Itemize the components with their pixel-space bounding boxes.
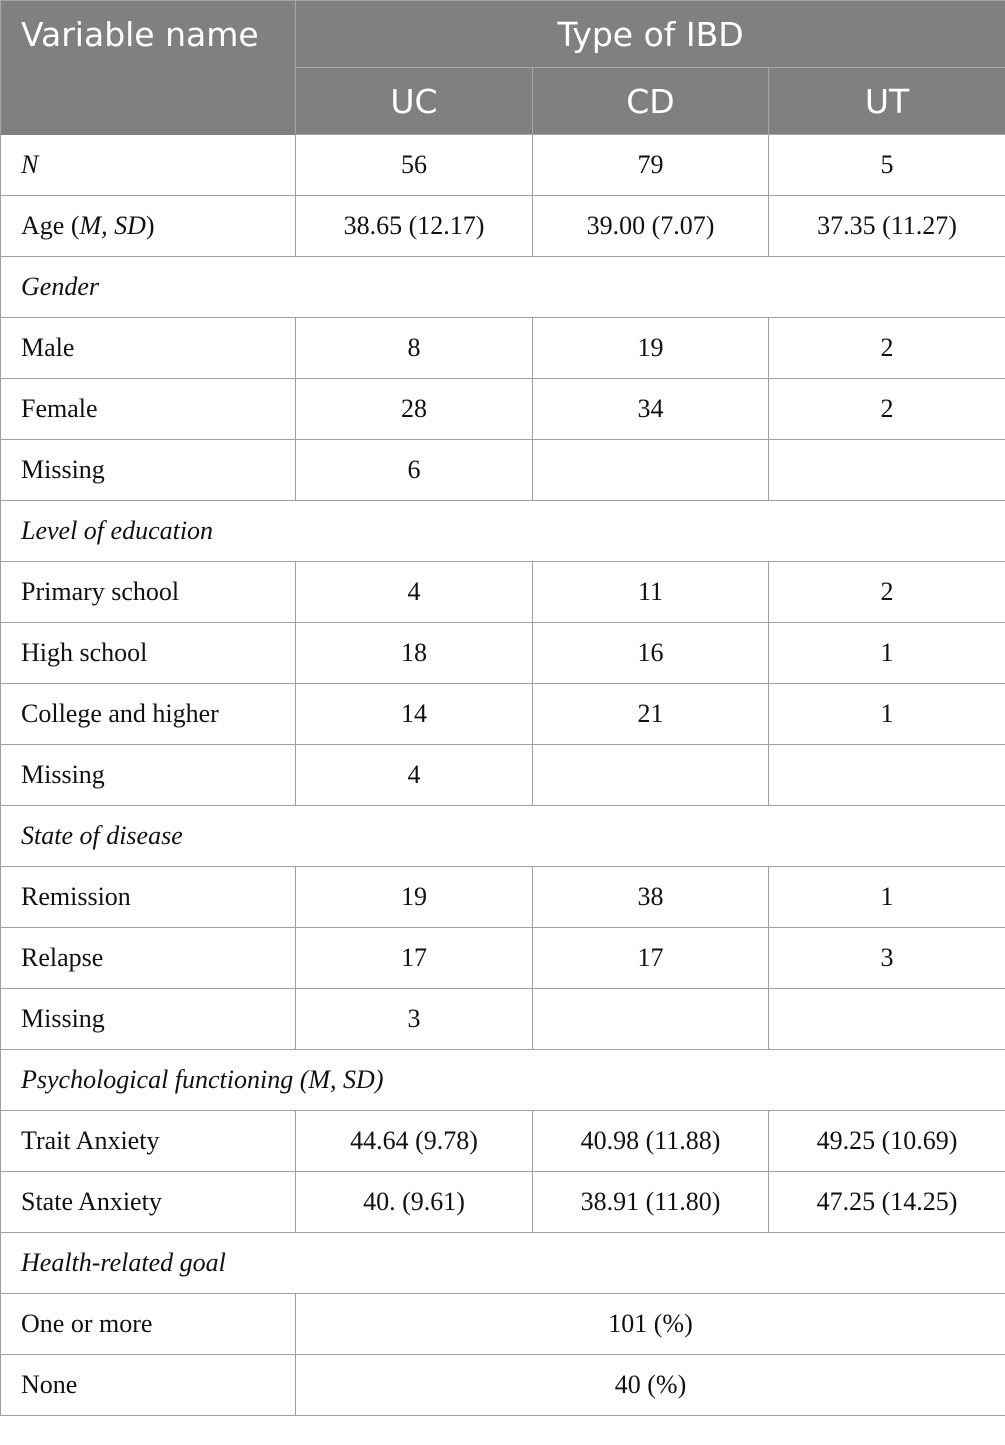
cell-cd: 21 <box>533 684 769 745</box>
section-gender: Gender <box>1 257 1005 318</box>
row-label: Male <box>1 318 296 379</box>
header-ut: UT <box>769 68 1005 135</box>
cell-ut <box>769 989 1005 1050</box>
table-row <box>1 623 1005 684</box>
header-cd: CD <box>533 68 769 135</box>
cell-cd: 40.98 (11.88) <box>533 1111 769 1172</box>
cell-cd: 38.91 (11.80) <box>533 1172 769 1233</box>
cell-ut: 3 <box>769 928 1005 989</box>
label-italic: M, SD <box>79 211 146 240</box>
cell-cd <box>533 745 769 806</box>
cell-uc: 3 <box>296 989 533 1050</box>
cell-cd <box>533 989 769 1050</box>
cell-uc: 6 <box>296 440 533 501</box>
row-label: State Anxiety <box>1 1172 296 1233</box>
table-row <box>1 196 1005 257</box>
row-label: Missing <box>1 989 296 1050</box>
cell-uc: 44.64 (9.78) <box>296 1111 533 1172</box>
table-row <box>1 989 1005 1050</box>
cell-uc: 38.65 (12.17) <box>296 196 533 257</box>
label-prefix: Age ( <box>21 211 80 240</box>
table-row <box>1 1111 1005 1172</box>
cell-ut: 2 <box>769 379 1005 440</box>
table-row <box>1 928 1005 989</box>
cell-uc: 14 <box>296 684 533 745</box>
header-uc: UC <box>296 68 533 135</box>
section-education: Level of education <box>1 501 1005 562</box>
cell-ut <box>769 440 1005 501</box>
table-row <box>1 684 1005 745</box>
cell-uc: 4 <box>296 562 533 623</box>
header-type-of-ibd: Type of IBD <box>296 1 1005 68</box>
table-row <box>1 1172 1005 1233</box>
section-row <box>1 1050 1005 1111</box>
cell-cd: 39.00 (7.07) <box>533 196 769 257</box>
section-row <box>1 257 1005 318</box>
cell-cd: 38 <box>533 867 769 928</box>
cell-ut: 37.35 (11.27) <box>769 196 1005 257</box>
cell-uc: 17 <box>296 928 533 989</box>
row-label: Female <box>1 379 296 440</box>
header-variable-name: Variable name <box>1 1 296 135</box>
cell-ut: 1 <box>769 867 1005 928</box>
section-psych: Psychological functioning (M, SD) <box>1 1050 1005 1111</box>
cell-cd <box>533 440 769 501</box>
cell-ut: 47.25 (14.25) <box>769 1172 1005 1233</box>
row-label: High school <box>1 623 296 684</box>
cell-uc: 18 <box>296 623 533 684</box>
cell-cd: 19 <box>533 318 769 379</box>
row-label: None <box>1 1355 296 1416</box>
section-disease: State of disease <box>1 806 1005 867</box>
row-label: Remission <box>1 867 296 928</box>
label-suffix: ) <box>145 211 155 240</box>
cell-ut <box>769 745 1005 806</box>
table-row <box>1 318 1005 379</box>
cell-cd: 79 <box>533 135 769 196</box>
cell-merged: 40 (%) <box>296 1355 1005 1416</box>
section-goal: Health-related goal <box>1 1233 1005 1294</box>
table-row <box>1 1355 1005 1416</box>
row-label: Missing <box>1 440 296 501</box>
row-label <box>1 196 296 257</box>
cell-ut: 5 <box>769 135 1005 196</box>
cell-ut: 1 <box>769 684 1005 745</box>
row-label: Missing <box>1 745 296 806</box>
row-label: N <box>1 135 296 196</box>
header-row <box>1 1 1005 68</box>
table-row <box>1 379 1005 440</box>
row-label: Primary school <box>1 562 296 623</box>
section-row <box>1 806 1005 867</box>
cell-ut: 2 <box>769 318 1005 379</box>
row-label: College and higher <box>1 684 296 745</box>
cell-uc: 4 <box>296 745 533 806</box>
table-row <box>1 745 1005 806</box>
cell-ut: 1 <box>769 623 1005 684</box>
cell-uc: 28 <box>296 379 533 440</box>
cell-cd: 17 <box>533 928 769 989</box>
table-row <box>1 1294 1005 1355</box>
section-row <box>1 1233 1005 1294</box>
cell-merged: 101 (%) <box>296 1294 1005 1355</box>
cell-ut: 2 <box>769 562 1005 623</box>
cell-uc: 8 <box>296 318 533 379</box>
cell-cd: 11 <box>533 562 769 623</box>
cell-cd: 16 <box>533 623 769 684</box>
section-row <box>1 501 1005 562</box>
table-row <box>1 867 1005 928</box>
cell-uc: 19 <box>296 867 533 928</box>
cell-uc: 56 <box>296 135 533 196</box>
table-row <box>1 135 1005 196</box>
row-label: One or more <box>1 1294 296 1355</box>
row-label: Relapse <box>1 928 296 989</box>
cell-cd: 34 <box>533 379 769 440</box>
cell-uc: 40. (9.61) <box>296 1172 533 1233</box>
table-row <box>1 562 1005 623</box>
row-label: Trait Anxiety <box>1 1111 296 1172</box>
table-row <box>1 440 1005 501</box>
cell-ut: 49.25 (10.69) <box>769 1111 1005 1172</box>
